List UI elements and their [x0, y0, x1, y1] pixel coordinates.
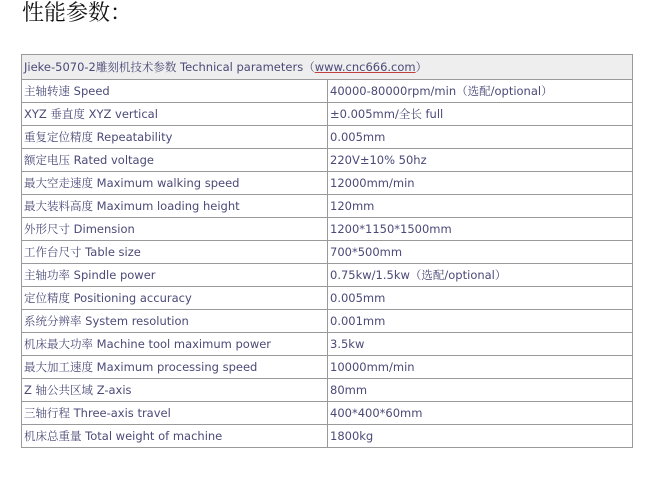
parameter-label: 额定电压 Rated voltage: [22, 149, 328, 172]
parameter-value: 1800kg: [328, 425, 633, 448]
parameter-value: 700*500mm: [328, 241, 633, 264]
table-row: [22, 149, 633, 172]
parameter-label: 最大加工速度 Maximum processing speed: [22, 356, 328, 379]
parameter-value: 0.001mm: [328, 310, 633, 333]
parameter-value: 220V±10% 50hz: [328, 149, 633, 172]
website-link[interactable]: www.cnc666.com: [314, 60, 416, 74]
parameter-label: 三轴行程 Three-axis travel: [22, 402, 328, 425]
parameter-label: 机床最大功率 Machine tool maximum power: [22, 333, 328, 356]
table-row: [22, 218, 633, 241]
table-title-suffix: ）: [415, 60, 428, 74]
table-title-prefix: Jieke-5070-2雕刻机技术参数 Technical parameters（: [24, 60, 315, 74]
table-row: [22, 379, 633, 402]
table-row: [22, 264, 633, 287]
parameter-label: 主轴转速 Speed: [22, 80, 328, 103]
parameter-value: 400*400*60mm: [328, 402, 633, 425]
table-row: [22, 126, 633, 149]
parameter-value: 1200*1150*1500mm: [328, 218, 633, 241]
parameter-value: 0.005mm: [328, 287, 633, 310]
page-heading: 性能参数：: [22, 1, 133, 26]
table-row: [22, 80, 633, 103]
parameter-value: 3.5kw: [328, 333, 633, 356]
parameter-value: 80mm: [328, 379, 633, 402]
table-row: [22, 333, 633, 356]
parameter-label: XYZ 垂直度 XYZ vertical: [22, 103, 328, 126]
parameter-label: 外形尺寸 Dimension: [22, 218, 328, 241]
parameter-label: 最大装料高度 Maximum loading height: [22, 195, 328, 218]
table-row: [22, 287, 633, 310]
parameter-value: 12000mm/min: [328, 172, 633, 195]
table-title-cell: [22, 55, 633, 80]
parameter-label: 最大空走速度 Maximum walking speed: [22, 172, 328, 195]
parameter-label: 工作台尺寸 Table size: [22, 241, 328, 264]
table-row: [22, 402, 633, 425]
parameter-value: 10000mm/min: [328, 356, 633, 379]
technical-parameters-table: [21, 54, 633, 448]
table-row: [22, 172, 633, 195]
table-row: [22, 195, 633, 218]
parameter-value: 40000-80000rpm/min（选配/optional）: [328, 80, 633, 103]
table-title-row: [22, 55, 633, 80]
parameter-label: 重复定位精度 Repeatability: [22, 126, 328, 149]
table-body: [22, 55, 633, 448]
parameter-value: 0.005mm: [328, 126, 633, 149]
table-row: [22, 310, 633, 333]
table-row: [22, 241, 633, 264]
parameter-label: 主轴功率 Spindle power: [22, 264, 328, 287]
table-row: [22, 425, 633, 448]
parameter-value: ±0.005mm/全长 full: [328, 103, 633, 126]
table-row: [22, 356, 633, 379]
parameter-label: 定位精度 Positioning accuracy: [22, 287, 328, 310]
parameter-value: 120mm: [328, 195, 633, 218]
parameter-label: 系统分辨率 System resolution: [22, 310, 328, 333]
parameter-label: 机床总重量 Total weight of machine: [22, 425, 328, 448]
parameter-label: Z 轴公共区域 Z-axis: [22, 379, 328, 402]
table-row: [22, 103, 633, 126]
parameter-value: 0.75kw/1.5kw（选配/optional）: [328, 264, 633, 287]
